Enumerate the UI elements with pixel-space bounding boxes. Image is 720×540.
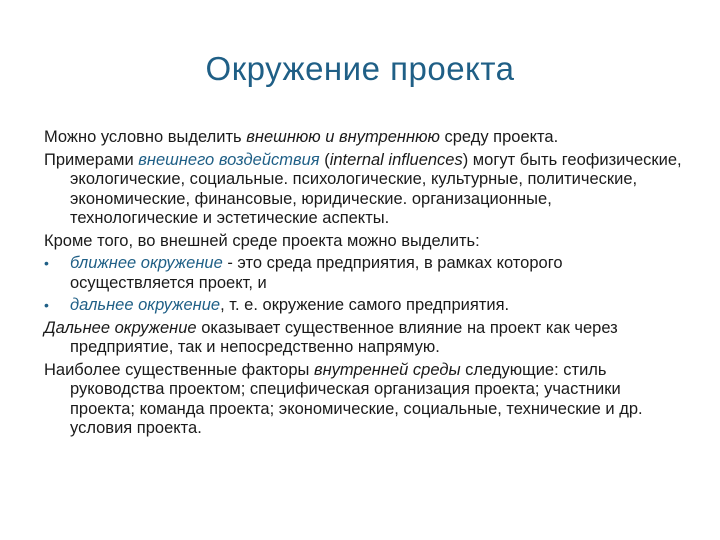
paragraph-internal-factors — [44, 361, 684, 439]
text-run: Можно условно выделить — [44, 128, 247, 146]
text-run: среду проекта. — [439, 128, 559, 146]
bullet-item-near-environment — [44, 254, 684, 293]
emphasis-text: Дальнее окружение — [44, 318, 197, 337]
text-run: , т. е. окружение самого предприятия. — [220, 296, 510, 314]
bullet-item-far-environment — [44, 296, 684, 316]
paragraph-far-environment — [44, 319, 684, 358]
emphasis-text: внешнего воздействия — [138, 150, 320, 169]
text-run: - это среда предприятия, в рамках которого осуществляется проект, и — [70, 254, 563, 292]
emphasis-text: внешнюю и внутреннюю — [246, 128, 440, 146]
slide-title: Окружение проекта — [205, 50, 515, 87]
text-run: ( — [319, 150, 330, 169]
emphasis-text: дальнее окружение — [70, 296, 221, 314]
text-run: следующие: стиль руководства проектом; специфическая организация проекта; участники проекта; команда проекта; экономические, социальные, технические и др. условия проекта. — [70, 360, 643, 437]
emphasis-text: internal influences — [329, 150, 463, 169]
slide-body — [44, 128, 684, 442]
text-run: Наиболее существенные факторы — [44, 360, 314, 379]
bullet-icon: • — [44, 255, 49, 271]
emphasis-text: ближнее окружение — [70, 254, 223, 272]
paragraph-intro — [44, 128, 684, 148]
paragraph-external-env: Кроме того, во внешней среде проекта можно выделить: — [44, 231, 480, 250]
text-run: Примерами — [44, 150, 139, 169]
bullet-icon: • — [44, 297, 49, 313]
text-run: оказывает существенное влияние на проект как через предприятие, так и непосредственно напрямую. — [70, 318, 618, 356]
text-run: ) могут быть геофизические, экологические, социальные. психологические, культурные, политические, экономические, финансовые, юридические. организационные, технологические и эстетические аспекты. — [70, 150, 682, 227]
emphasis-text: внутренней среды — [313, 360, 461, 379]
paragraph-external-influences — [44, 151, 684, 229]
